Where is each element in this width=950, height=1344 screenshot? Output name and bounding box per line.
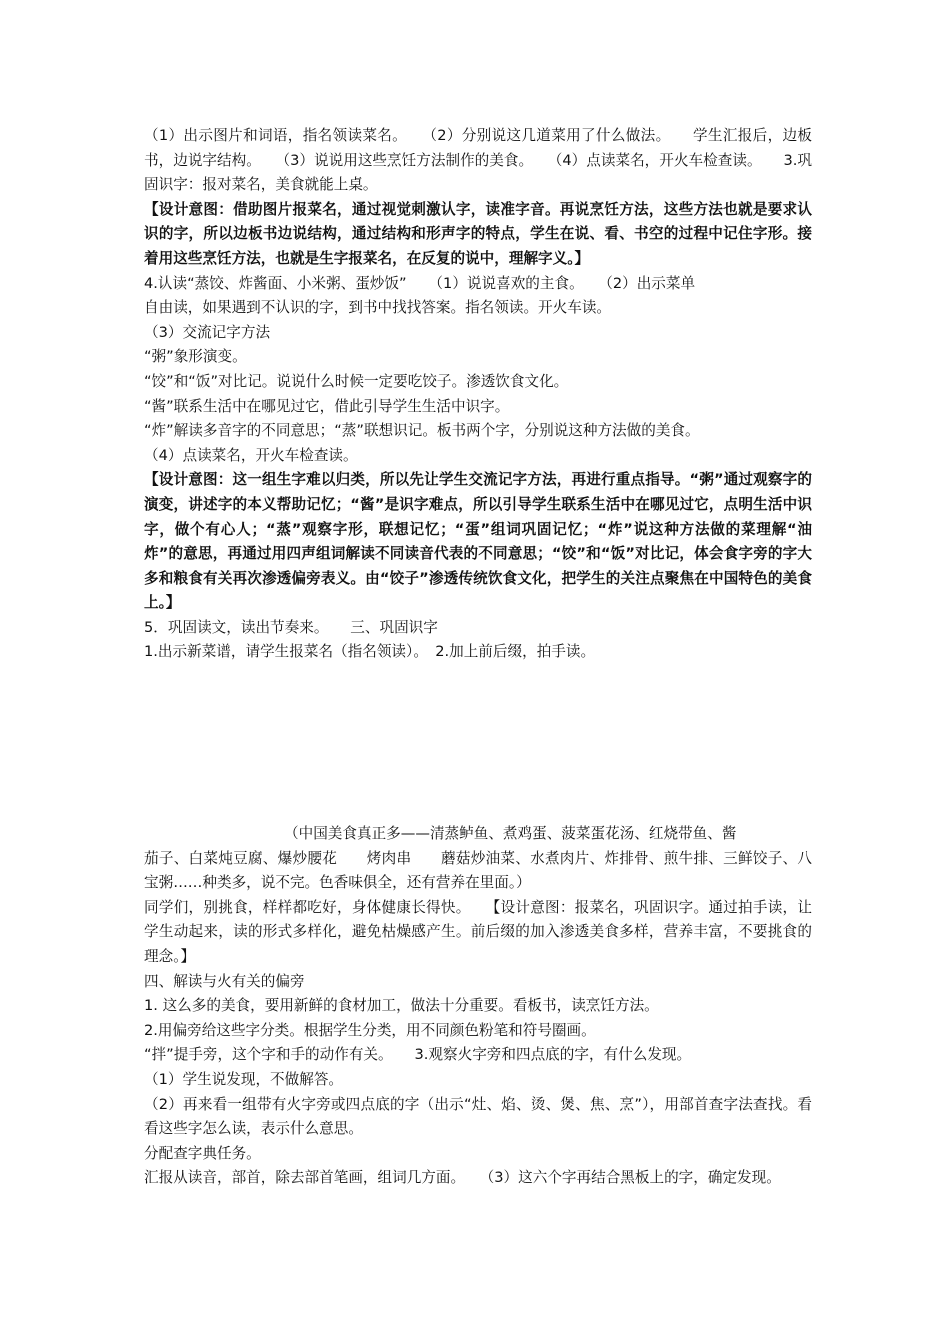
paragraph: 自由读，如果遇到不认识的字，到书中找找答案。指名领读。开火车读。 <box>144 299 612 317</box>
paragraph: 4.认读“蒸饺、炸酱面、小米粥、蛋炒饭” （1）说说喜欢的主食。 （2）出示菜单 <box>144 274 696 292</box>
paragraph: （1）学生说发现，不做解答。 <box>144 1070 344 1088</box>
paragraph: （2）再来看一组带有火字旁或四点底的字（出示“灶、焰、烫、煲、焦、烹”），用部首查字法查找。看看这些字怎么读，表示什么意思。 <box>144 1095 812 1138</box>
lower-text-block <box>144 822 812 1191</box>
paragraph: （4）点读菜名，开火车检查读。 <box>144 446 358 464</box>
paragraph: （1）出示图片和词语，指名领读菜名。 （2）分别说这几道菜用了什么做法。 学生汇报后，边板书，边说字结构。 （3）说说用这些烹饪方法制作的美食。 （4）点读菜名，开火车检查读。 3.巩固识字：报对菜名，美食就能上桌。 <box>144 127 812 194</box>
paragraph: “粥”象形演变。 <box>144 348 247 366</box>
paragraph: 5．巩固读文，读出节奏来。 三、巩固识字 <box>144 618 438 636</box>
paragraph: “酱”联系生活中在哪见过它，借此引导学生生活中识字。 <box>144 397 510 415</box>
paragraph: （3）交流记字方法 <box>144 323 271 341</box>
paragraph: “炸”解读多音字的不同意思；“蒸”联想识记。板书两个字，分别说这种方法做的美食。 <box>144 422 700 440</box>
paragraph: 同学们，别挑食，样样都吃好，身体健康长得快。 【设计意图：报菜名，巩固识字。通过拍手读，让学生动起来，读的形式多样化，避免枯燥感产生。前后缀的加入渗透美食多样，营养丰富，不要挑食的理念。】 <box>144 898 812 965</box>
paragraph: 2.用偏旁给这些字分类。根据学生分类，用不同颜色粉笔和符号圈画。 <box>144 1021 596 1039</box>
paragraph: （中国美食真正多——清蒸鲈鱼、煮鸡蛋、菠菜蛋花汤、红烧带鱼、酱 <box>284 825 737 842</box>
design-intent-paragraph: 【设计意图：借助图片报菜名，通过视觉刺激认字，读准字音。再说烹饪方法，这些方法也就是要求认识的字，所以边板书边说结构，通过结构和形声字的特点，学生在说、看、书空的过程中记住字形。接着用这些烹饪方法，也就是生字报菜名，在反复的说中，理解字义。】 <box>144 200 812 267</box>
upper-text-block <box>144 124 812 665</box>
paragraph: 汇报从读音，部首，除去部首笔画，组词几方面。 （3）这六个字再结合黑板上的字，确定发现。 <box>144 1169 781 1187</box>
paragraph: “拌”提手旁，这个字和手的动作有关。 3.观察火字旁和四点底的字，有什么发现。 <box>144 1046 692 1064</box>
design-intent-paragraph: 【设计意图：这一组生字难以归类，所以先让学生交流记字方法，再进行重点指导。“粥”通过观察字的演变，讲述字的本义帮助记忆；“酱”是识字难点，所以引导学生联系生活中在哪见过它，点明生活中识字，做个有心人；“蒸”观察字形，联想记忆；“蛋”组词巩固记忆；“炸”说这种方法做的菜理解“油炸”的意思，再通过用四声组词解读不同读音代表的不同意思；“饺”和“饭”对比记，体会食字旁的字大多和粮食有关再次渗透偏旁表义。由“饺子”渗透传统饮食文化，把学生的关注点聚焦在中国特色的美食上。】 <box>144 471 812 612</box>
paragraph: 茄子、白菜炖豆腐、爆炒腰花 烤肉串 蘑菇炒油菜、水煮肉片、炸排骨、煎牛排、三鲜饺子、八宝粥……种类多，说不完。色香味俱全，还有营养在里面。） <box>144 849 812 892</box>
paragraph: 1. 这么多的美食，要用新鲜的食材加工，做法十分重要。看板书，读烹饪方法。 <box>144 997 659 1015</box>
paragraph: “饺”和“饭”对比记。说说什么时候一定要吃饺子。渗透饮食文化。 <box>144 372 569 390</box>
paragraph: 四、解读与火有关的偏旁 <box>144 972 305 990</box>
paragraph: 1.出示新菜谱，请学生报菜名（指名领读）。 2.加上前后缀，拍手读。 <box>144 643 596 661</box>
paragraph: 分配查字典任务。 <box>144 1144 261 1162</box>
